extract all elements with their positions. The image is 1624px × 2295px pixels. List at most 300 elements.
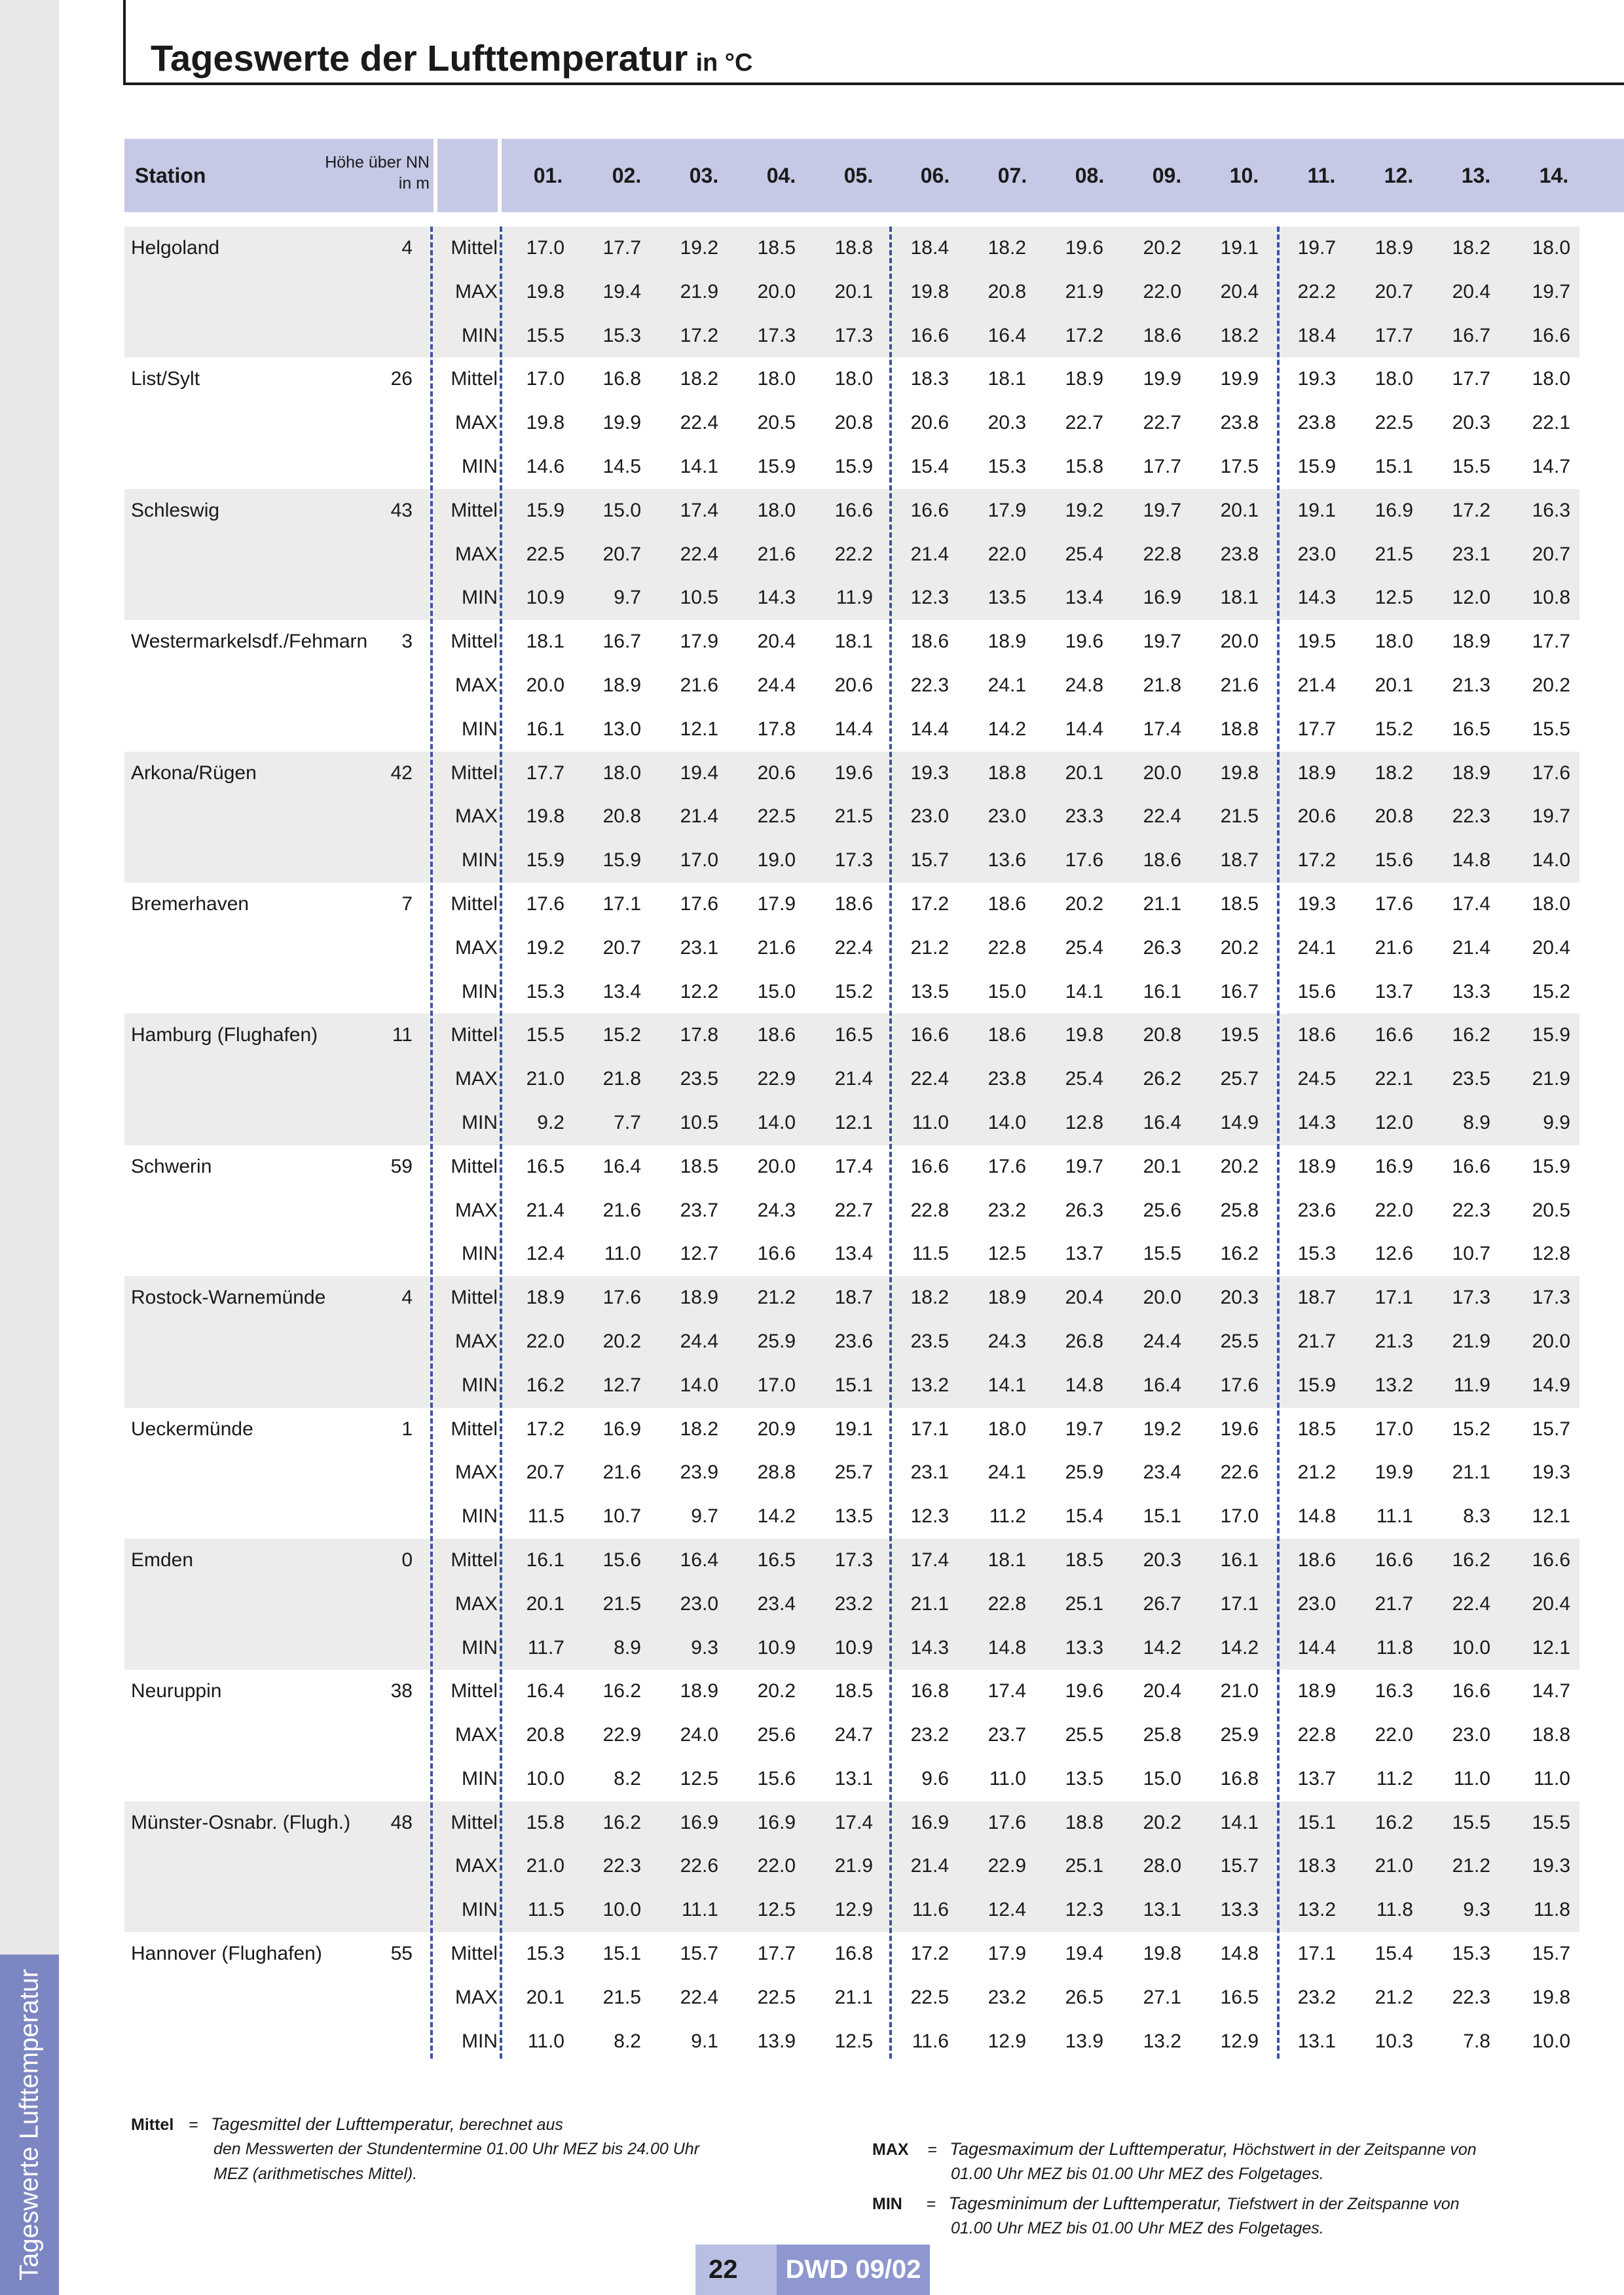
- temperature-value: 23.5: [1452, 1068, 1490, 1090]
- value-type: MIN: [462, 1111, 498, 1133]
- temperature-value: 19.7: [1065, 1418, 1103, 1440]
- table-row: [124, 970, 1579, 1014]
- temperature-value: 11.6: [912, 2030, 949, 2052]
- temperature-value: 14.1: [987, 1374, 1026, 1396]
- temperature-value: 25.1: [1065, 1592, 1103, 1615]
- footnote-mittel-line2: [213, 2137, 699, 2161]
- temperature-value: 17.1: [910, 1418, 949, 1440]
- temperature-value: 11.5: [527, 1505, 564, 1528]
- temperature-value: 15.9: [526, 849, 564, 872]
- temperature-value: 24.7: [834, 1724, 873, 1746]
- value-type: MAX: [454, 1724, 498, 1746]
- temperature-value: 20.4: [1065, 1287, 1103, 1309]
- temperature-value: 18.2: [680, 1418, 718, 1440]
- temperature-value: 21.3: [1452, 674, 1490, 696]
- temperature-value: 14.4: [834, 718, 873, 740]
- header-height: [301, 152, 430, 194]
- header-separator: [498, 139, 502, 212]
- temperature-value: 19.6: [1065, 1680, 1103, 1702]
- station-name: Schleswig: [131, 499, 220, 521]
- table-row: [124, 664, 1579, 708]
- temperature-value: 24.5: [1297, 1068, 1336, 1090]
- temperature-value: 18.4: [1297, 324, 1336, 346]
- temperature-value: 19.3: [1297, 892, 1336, 915]
- value-type: MIN: [462, 1243, 498, 1265]
- value-type: Mittel: [451, 1155, 498, 1177]
- temperature-value: 19.7: [1143, 631, 1181, 653]
- temperature-value: 22.4: [680, 543, 718, 565]
- temperature-value: 17.5: [1220, 455, 1259, 477]
- temperature-value: 21.8: [602, 1068, 641, 1090]
- temperature-value: 7.7: [614, 1111, 641, 1133]
- temperature-value: 14.4: [1297, 1636, 1336, 1659]
- table-row: [124, 708, 1579, 752]
- temperature-value: 17.3: [1532, 1287, 1570, 1309]
- temperature-value: 18.6: [1143, 849, 1181, 872]
- temperature-value: 19.4: [680, 762, 718, 784]
- header-day: 14.: [1539, 164, 1569, 187]
- temperature-value: 18.0: [1375, 631, 1413, 653]
- temperature-value: 18.2: [910, 1287, 949, 1309]
- temperature-value: 18.0: [757, 499, 796, 521]
- temperature-value: 18.7: [1297, 1287, 1336, 1309]
- temperature-value: 17.6: [680, 892, 718, 915]
- header-height-line1: Höhe über NN: [325, 153, 430, 172]
- temperature-value: 21.5: [1220, 805, 1259, 828]
- temperature-value: 15.9: [757, 455, 796, 477]
- temperature-value: 11.9: [836, 587, 873, 609]
- temperature-value: 25.9: [757, 1330, 796, 1352]
- temperature-value: 22.5: [757, 1986, 796, 2008]
- temperature-value: 21.5: [602, 1986, 641, 2008]
- footnote-eq: =: [926, 2195, 936, 2213]
- temperature-value: 24.4: [1143, 1330, 1181, 1352]
- temperature-value: 21.0: [1220, 1680, 1259, 1702]
- table-row: [124, 1408, 1579, 1452]
- table-row: [124, 1451, 1579, 1495]
- temperature-value: 13.2: [1143, 2030, 1181, 2052]
- station-name: Ueckermünde: [131, 1418, 253, 1440]
- temperature-value: 23.5: [680, 1068, 718, 1090]
- temperature-value: 17.3: [834, 1549, 873, 1571]
- station-elevation: 7: [401, 892, 413, 915]
- temperature-value: 19.9: [1375, 1461, 1413, 1484]
- temperature-value: 13.5: [834, 1505, 873, 1528]
- temperature-value: 18.1: [526, 631, 564, 653]
- temperature-value: 22.0: [987, 543, 1026, 565]
- temperature-value: 18.2: [1375, 762, 1413, 784]
- value-type: Mittel: [451, 1811, 498, 1833]
- temperature-value: 26.8: [1065, 1330, 1103, 1352]
- header-day: 06.: [920, 164, 950, 187]
- temperature-value: 19.4: [602, 280, 641, 303]
- temperature-value: 18.9: [1452, 631, 1490, 653]
- temperature-value: 20.3: [1452, 412, 1490, 434]
- temperature-value: 14.8: [987, 1636, 1026, 1659]
- temperature-value: 15.6: [1375, 849, 1413, 872]
- table-row: [124, 1626, 1579, 1670]
- table-row: [124, 1320, 1579, 1364]
- temperature-value: 20.4: [1532, 936, 1570, 959]
- temperature-value: 15.1: [1375, 455, 1413, 477]
- temperature-value: 21.7: [1297, 1330, 1336, 1352]
- header-day: 11.: [1307, 164, 1336, 187]
- header-day: 05.: [843, 164, 874, 187]
- temperature-value: 18.0: [834, 368, 873, 390]
- temperature-value: 10.0: [1532, 2030, 1570, 2052]
- temperature-value: 25.1: [1065, 1855, 1103, 1877]
- table-row: [124, 1932, 1579, 1976]
- temperature-value: 13.9: [1065, 2030, 1103, 2052]
- temperature-value: 12.4: [987, 1899, 1026, 1921]
- temperature-value: 16.6: [757, 1243, 796, 1265]
- temperature-value: 16.5: [757, 1549, 796, 1571]
- temperature-value: 17.4: [834, 1155, 873, 1177]
- temperature-value: 20.1: [1065, 762, 1103, 784]
- temperature-value: 15.6: [757, 1767, 796, 1790]
- temperature-value: 11.0: [604, 1243, 641, 1265]
- table-row: [124, 358, 1579, 401]
- temperature-value: 22.5: [757, 805, 796, 828]
- temperature-value: 18.6: [834, 892, 873, 915]
- temperature-value: 14.4: [910, 718, 949, 740]
- temperature-value: 21.7: [1375, 1592, 1413, 1615]
- temperature-value: 23.7: [987, 1724, 1026, 1746]
- temperature-value: 14.0: [757, 1111, 796, 1133]
- temperature-value: 15.6: [1297, 980, 1336, 1002]
- temperature-value: 9.7: [614, 587, 641, 609]
- temperature-value: 14.7: [1532, 455, 1570, 477]
- temperature-value: 20.1: [526, 1592, 564, 1615]
- page-title: Tageswerte der Lufttemperatur: [151, 37, 688, 79]
- temperature-value: 20.8: [1143, 1024, 1181, 1046]
- temperature-value: 13.4: [1065, 587, 1103, 609]
- temperature-value: 20.4: [1143, 1680, 1181, 1702]
- temperature-value: 21.2: [1297, 1461, 1336, 1484]
- value-type: MAX: [454, 280, 498, 303]
- value-type: MIN: [462, 2030, 498, 2052]
- footnote-mittel: [131, 2112, 563, 2137]
- temperature-value: 21.8: [1143, 674, 1181, 696]
- temperature-value: 17.0: [526, 237, 564, 259]
- temperature-value: 17.0: [1375, 1418, 1413, 1440]
- table-row: [124, 314, 1579, 358]
- temperature-value: 10.0: [602, 1899, 641, 1921]
- temperature-value: 23.0: [1452, 1724, 1490, 1746]
- temperature-value: 16.4: [602, 1155, 641, 1177]
- temperature-value: 19.8: [910, 280, 949, 303]
- table-row: [124, 445, 1579, 489]
- temperature-value: 18.0: [1375, 368, 1413, 390]
- temperature-value: 12.9: [1220, 2030, 1259, 2052]
- footnote-max-key: MAX: [872, 2140, 909, 2159]
- temperature-value: 21.6: [602, 1461, 641, 1484]
- station-elevation: 26: [390, 368, 413, 390]
- temperature-value: 24.1: [1297, 936, 1336, 959]
- page-title-wrap: [151, 37, 752, 79]
- temperature-value: 14.4: [1065, 718, 1103, 740]
- temperature-value: 22.8: [1297, 1724, 1336, 1746]
- temperature-value: 14.0: [680, 1374, 718, 1396]
- temperature-value: 12.1: [1532, 1505, 1570, 1528]
- temperature-value: 21.0: [526, 1855, 564, 1877]
- temperature-value: 15.9: [1532, 1024, 1570, 1046]
- temperature-value: 22.1: [1532, 412, 1570, 434]
- footnote-mittel-text1: berechnet aus: [459, 2116, 563, 2134]
- temperature-value: 22.3: [910, 674, 949, 696]
- temperature-value: 15.3: [1297, 1243, 1336, 1265]
- temperature-value: 12.3: [910, 1505, 949, 1528]
- temperature-value: 20.8: [987, 280, 1026, 303]
- temperature-value: 16.1: [526, 718, 564, 740]
- temperature-value: 22.0: [526, 1330, 564, 1352]
- temperature-value: 20.1: [834, 280, 873, 303]
- temperature-value: 10.9: [757, 1636, 796, 1659]
- temperature-value: 21.6: [602, 1199, 641, 1221]
- temperature-value: 14.8: [1220, 1943, 1259, 1965]
- column-rule: [430, 227, 433, 2059]
- temperature-value: 25.4: [1065, 936, 1103, 959]
- temperature-value: 17.7: [1297, 718, 1336, 740]
- table-row: [124, 1364, 1579, 1408]
- table-row: [124, 1845, 1579, 1888]
- station-elevation: 48: [390, 1811, 413, 1833]
- header-height-line2: in m: [398, 174, 430, 193]
- temperature-value: 21.1: [1452, 1461, 1490, 1484]
- temperature-value: 21.2: [1375, 1986, 1413, 2008]
- temperature-value: 18.0: [1532, 368, 1570, 390]
- station-name: Schwerin: [131, 1155, 212, 1177]
- temperature-value: 20.2: [1143, 237, 1181, 259]
- temperature-value: 19.9: [1220, 368, 1259, 390]
- temperature-value: 16.2: [526, 1374, 564, 1396]
- temperature-value: 22.0: [757, 1855, 796, 1877]
- temperature-value: 25.5: [1065, 1724, 1103, 1746]
- footnote-eq: =: [927, 2140, 938, 2159]
- temperature-value: 13.5: [987, 587, 1026, 609]
- temperature-value: 17.0: [680, 849, 718, 872]
- temperature-value: 20.3: [1220, 1287, 1259, 1309]
- temperature-value: 14.8: [1297, 1505, 1336, 1528]
- temperature-value: 22.8: [987, 936, 1026, 959]
- station-elevation: 55: [390, 1943, 413, 1965]
- temperature-value: 15.5: [526, 324, 564, 346]
- temperature-value: 13.0: [602, 718, 641, 740]
- temperature-value: 14.3: [910, 1636, 949, 1659]
- value-type: Mittel: [451, 237, 498, 259]
- temperature-value: 11.1: [681, 1899, 718, 1921]
- temperature-value: 20.4: [1452, 280, 1490, 303]
- temperature-value: 22.2: [1297, 280, 1336, 303]
- temperature-value: 14.1: [1220, 1811, 1259, 1833]
- temperature-value: 13.4: [834, 1243, 873, 1265]
- temperature-value: 23.5: [910, 1330, 949, 1352]
- temperature-value: 20.7: [526, 1461, 564, 1484]
- table-row: [124, 795, 1579, 839]
- temperature-value: 19.8: [1143, 1943, 1181, 1965]
- temperature-value: 20.1: [1143, 1155, 1181, 1177]
- temperature-value: 14.3: [757, 587, 796, 609]
- temperature-value: 23.1: [910, 1461, 949, 1484]
- temperature-value: 22.5: [1375, 412, 1413, 434]
- temperature-value: 23.1: [1452, 543, 1490, 565]
- table-row: [124, 2020, 1579, 2064]
- temperature-value: 20.7: [1532, 543, 1570, 565]
- temperature-value: 13.5: [1065, 1767, 1103, 1790]
- temperature-value: 26.3: [1143, 936, 1181, 959]
- table-row: [124, 1976, 1579, 2020]
- value-type: MIN: [462, 849, 498, 872]
- temperature-value: 18.9: [680, 1287, 718, 1309]
- temperature-value: 9.6: [921, 1767, 949, 1790]
- temperature-value: 12.0: [1452, 587, 1490, 609]
- temperature-value: 17.6: [1532, 762, 1570, 784]
- temperature-value: 9.2: [537, 1111, 564, 1133]
- temperature-value: 25.7: [1220, 1068, 1259, 1090]
- table-row: [124, 1014, 1579, 1057]
- temperature-value: 19.2: [1065, 499, 1103, 521]
- station-name: Hamburg (Flughafen): [131, 1024, 318, 1046]
- temperature-value: 21.4: [834, 1068, 873, 1090]
- temperature-value: 17.9: [987, 1943, 1026, 1965]
- temperature-value: 19.1: [1297, 499, 1336, 521]
- temperature-value: 22.4: [1452, 1592, 1490, 1615]
- temperature-value: 16.8: [1220, 1767, 1259, 1790]
- temperature-value: 17.2: [910, 892, 949, 915]
- temperature-value: 13.7: [1297, 1767, 1336, 1790]
- value-type: MIN: [462, 1767, 498, 1790]
- temperature-value: 14.9: [1220, 1111, 1259, 1133]
- table-row: [124, 839, 1579, 883]
- temperature-value: 8.3: [1463, 1505, 1490, 1528]
- temperature-value: 14.7: [1532, 1680, 1570, 1702]
- temperature-value: 12.7: [602, 1374, 641, 1396]
- temperature-value: 20.1: [1220, 499, 1259, 521]
- temperature-value: 15.9: [834, 455, 873, 477]
- temperature-value: 16.9: [680, 1811, 718, 1833]
- temperature-value: 10.0: [526, 1767, 564, 1790]
- value-type: MIN: [462, 718, 498, 740]
- temperature-value: 22.0: [1375, 1199, 1413, 1221]
- temperature-value: 15.2: [602, 1024, 641, 1046]
- temperature-value: 14.2: [1143, 1636, 1181, 1659]
- temperature-value: 23.2: [910, 1724, 949, 1746]
- temperature-value: 17.3: [834, 324, 873, 346]
- value-type: Mittel: [451, 1680, 498, 1702]
- footnote-mittel-key: Mittel: [131, 2116, 174, 2134]
- temperature-value: 18.6: [757, 1024, 796, 1046]
- temperature-value: 18.9: [987, 1287, 1026, 1309]
- temperature-value: 12.2: [680, 980, 718, 1002]
- temperature-value: 16.5: [834, 1024, 873, 1046]
- temperature-value: 15.5: [526, 1024, 564, 1046]
- temperature-value: 16.4: [1143, 1374, 1181, 1396]
- temperature-value: 20.0: [757, 280, 796, 303]
- temperature-value: 10.7: [1452, 1243, 1490, 1265]
- temperature-value: 17.1: [1220, 1592, 1259, 1615]
- table-row: [124, 1888, 1579, 1932]
- temperature-value: 18.8: [1532, 1724, 1570, 1746]
- temperature-value: 19.8: [526, 280, 564, 303]
- table-row: [124, 1189, 1579, 1233]
- station-name: Arkona/Rügen: [131, 762, 257, 784]
- temperature-value: 21.5: [602, 1592, 641, 1615]
- temperature-value: 23.2: [987, 1986, 1026, 2008]
- footnote-min-text2: 01.00 Uhr MEZ bis 01.00 Uhr MEZ des Folgetages.: [951, 2219, 1324, 2237]
- temperature-value: 19.8: [1532, 1986, 1570, 2008]
- temperature-value: 17.7: [1143, 455, 1181, 477]
- temperature-value: 23.6: [1297, 1199, 1336, 1221]
- temperature-value: 16.4: [987, 324, 1026, 346]
- temperature-value: 18.5: [757, 237, 796, 259]
- temperature-value: 14.1: [680, 455, 718, 477]
- temperature-value: 21.2: [910, 936, 949, 959]
- temperature-value: 16.1: [1220, 1549, 1259, 1571]
- temperature-value: 17.6: [602, 1287, 641, 1309]
- table-row: [124, 1801, 1579, 1845]
- value-type: Mittel: [451, 762, 498, 784]
- temperature-value: 15.5: [1532, 718, 1570, 740]
- temperature-value: 15.3: [1452, 1943, 1490, 1965]
- temperature-value: 20.1: [1375, 674, 1413, 696]
- station-name: Westermarkelsdf./Fehmarn: [131, 631, 368, 653]
- sidebar: [0, 0, 59, 2295]
- table-row: [124, 927, 1579, 970]
- temperature-value: 18.0: [757, 368, 796, 390]
- footnote-min-text1: Tiefstwert in der Zeitspanne von: [1227, 2195, 1460, 2213]
- footnote-min: [872, 2191, 1460, 2216]
- temperature-value: 16.6: [910, 1155, 949, 1177]
- temperature-value: 15.7: [1532, 1418, 1570, 1440]
- temperature-value: 11.0: [989, 1767, 1026, 1790]
- temperature-value: 17.1: [1297, 1943, 1336, 1965]
- temperature-value: 22.2: [834, 543, 873, 565]
- value-type: Mittel: [451, 1418, 498, 1440]
- temperature-value: 22.6: [1220, 1461, 1259, 1484]
- temperature-value: 19.3: [1532, 1855, 1570, 1877]
- temperature-value: 16.2: [602, 1680, 641, 1702]
- temperature-value: 18.8: [834, 237, 873, 259]
- temperature-value: 17.3: [757, 324, 796, 346]
- temperature-value: 15.0: [1143, 1767, 1181, 1790]
- temperature-value: 20.7: [1375, 280, 1413, 303]
- temperature-value: 21.6: [757, 936, 796, 959]
- footnote-mittel-text2: den Messwerten der Stundentermine 01.00 Uhr MEZ bis 24.00 Uhr: [213, 2140, 700, 2158]
- station-name: Bremerhaven: [131, 892, 249, 915]
- temperature-value: 21.9: [1452, 1330, 1490, 1352]
- temperature-value: 20.4: [757, 631, 796, 653]
- temperature-value: 18.2: [1220, 324, 1259, 346]
- temperature-value: 17.7: [526, 762, 564, 784]
- temperature-value: 23.7: [680, 1199, 718, 1221]
- publication-label: DWD 09/02: [777, 2245, 930, 2295]
- temperature-value: 18.1: [1220, 587, 1259, 609]
- temperature-value: 22.7: [1065, 412, 1103, 434]
- temperature-value: 22.3: [1452, 1986, 1490, 2008]
- footnote-max: [872, 2137, 1477, 2162]
- temperature-value: 25.6: [1143, 1199, 1181, 1221]
- temperature-value: 11.0: [1533, 1767, 1570, 1790]
- temperature-value: 16.6: [910, 324, 949, 346]
- temperature-value: 28.0: [1143, 1855, 1181, 1877]
- temperature-value: 23.8: [1220, 412, 1259, 434]
- temperature-value: 15.5: [1452, 1811, 1490, 1833]
- temperature-value: 18.4: [910, 237, 949, 259]
- temperature-value: 21.4: [1297, 674, 1336, 696]
- temperature-value: 17.9: [757, 892, 796, 915]
- temperature-value: 12.8: [1532, 1243, 1570, 1265]
- temperature-value: 15.2: [1452, 1418, 1490, 1440]
